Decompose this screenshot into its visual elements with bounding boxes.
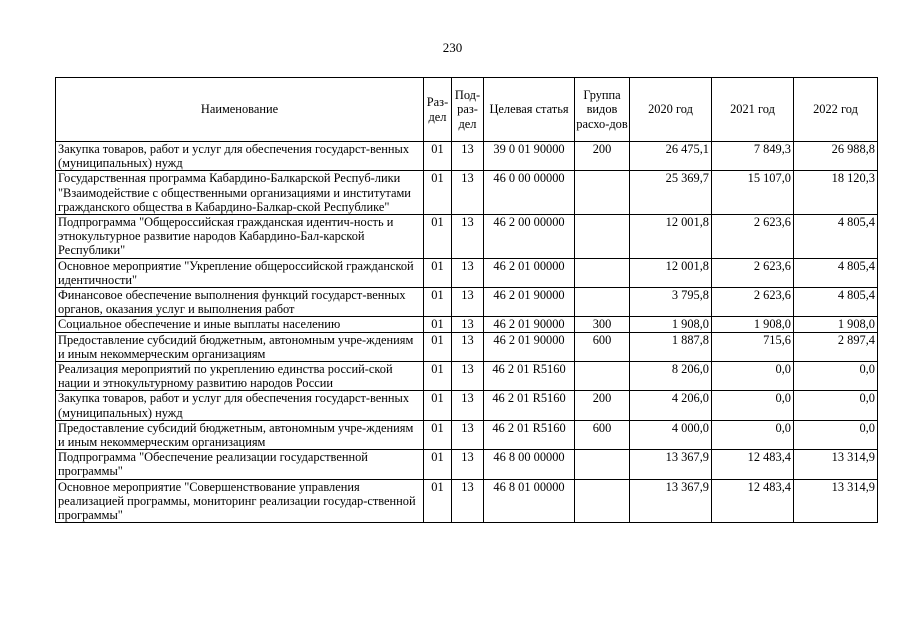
row-value-2021: 0,0 <box>712 391 794 420</box>
row-value-2020: 8 206,0 <box>630 362 712 391</box>
row-value-2022: 4 805,4 <box>794 258 878 287</box>
header-razdel: Раз-дел <box>424 78 452 142</box>
row-value-2022: 4 805,4 <box>794 288 878 317</box>
row-expense-group: 600 <box>575 420 630 449</box>
row-podrazdel: 13 <box>452 479 484 523</box>
row-value-2022: 13 314,9 <box>794 450 878 479</box>
row-value-2021: 2 623,6 <box>712 258 794 287</box>
row-value-2021: 2 623,6 <box>712 288 794 317</box>
row-value-2021: 7 849,3 <box>712 142 794 171</box>
table-row <box>56 171 878 215</box>
row-value-2020: 1 887,8 <box>630 332 712 361</box>
row-value-2022: 26 988,8 <box>794 142 878 171</box>
row-name: Государственная программа Кабардино-Балкарской Респуб-лики "Взаимодействие с общественными организациями и институтами гражданского общества в Кабардино-Балкар-ской Республике" <box>56 171 424 215</box>
row-podrazdel: 13 <box>452 258 484 287</box>
table-row <box>56 362 878 391</box>
row-razdel: 01 <box>424 258 452 287</box>
row-value-2021: 715,6 <box>712 332 794 361</box>
table-row <box>56 420 878 449</box>
row-value-2022: 18 120,3 <box>794 171 878 215</box>
row-value-2022: 0,0 <box>794 391 878 420</box>
row-expense-group <box>575 288 630 317</box>
row-name: Основное мероприятие "Совершенствование управления реализацией программы, мониторинг реализации государ-ственной программы" <box>56 479 424 523</box>
budget-table <box>55 77 878 523</box>
header-expense-group: Группа видов расхо-дов <box>575 78 630 142</box>
table-row <box>56 317 878 332</box>
header-2021: 2021 год <box>712 78 794 142</box>
row-podrazdel: 13 <box>452 362 484 391</box>
row-value-2020: 12 001,8 <box>630 215 712 259</box>
row-expense-group <box>575 258 630 287</box>
row-name: Подпрограмма "Общероссийская гражданская идентич-ность и этнокультурное развитие народов Кабардино-Бал-карской Республики" <box>56 215 424 259</box>
row-value-2021: 0,0 <box>712 362 794 391</box>
row-value-2020: 26 475,1 <box>630 142 712 171</box>
table-row <box>56 142 878 171</box>
row-razdel: 01 <box>424 317 452 332</box>
table-row <box>56 332 878 361</box>
header-target-article: Целевая статья <box>484 78 575 142</box>
row-podrazdel: 13 <box>452 288 484 317</box>
row-target-article: 46 8 00 00000 <box>484 450 575 479</box>
row-value-2021: 1 908,0 <box>712 317 794 332</box>
row-target-article: 46 2 01 00000 <box>484 258 575 287</box>
row-podrazdel: 13 <box>452 391 484 420</box>
row-target-article: 39 0 01 90000 <box>484 142 575 171</box>
row-name: Закупка товаров, работ и услуг для обеспечения государст-венных (муниципальных) нужд <box>56 391 424 420</box>
header-2020: 2020 год <box>630 78 712 142</box>
row-name: Социальное обеспечение и иные выплаты населению <box>56 317 424 332</box>
row-name: Предоставление субсидий бюджетным, автономным учре-ждениям и иным некоммерческим организациям <box>56 332 424 361</box>
row-podrazdel: 13 <box>452 332 484 361</box>
row-name: Закупка товаров, работ и услуг для обеспечения государст-венных (муниципальных) нужд <box>56 142 424 171</box>
row-value-2022: 0,0 <box>794 362 878 391</box>
row-podrazdel: 13 <box>452 420 484 449</box>
row-expense-group: 300 <box>575 317 630 332</box>
table-header-row <box>56 78 878 142</box>
row-name: Подпрограмма "Обеспечение реализации государственной программы" <box>56 450 424 479</box>
row-podrazdel: 13 <box>452 171 484 215</box>
row-value-2020: 4 206,0 <box>630 391 712 420</box>
row-razdel: 01 <box>424 362 452 391</box>
table-row <box>56 215 878 259</box>
row-name: Реализация мероприятий по укреплению единства россий-ской нации и этнокультурному развитию народов России <box>56 362 424 391</box>
row-expense-group <box>575 362 630 391</box>
table-row <box>56 450 878 479</box>
row-value-2020: 1 908,0 <box>630 317 712 332</box>
row-razdel: 01 <box>424 288 452 317</box>
row-expense-group <box>575 479 630 523</box>
row-value-2020: 13 367,9 <box>630 450 712 479</box>
row-value-2021: 15 107,0 <box>712 171 794 215</box>
row-razdel: 01 <box>424 142 452 171</box>
row-value-2021: 0,0 <box>712 420 794 449</box>
header-2022: 2022 год <box>794 78 878 142</box>
row-target-article: 46 2 01 90000 <box>484 288 575 317</box>
row-expense-group: 200 <box>575 391 630 420</box>
table-row <box>56 391 878 420</box>
row-razdel: 01 <box>424 479 452 523</box>
row-value-2022: 1 908,0 <box>794 317 878 332</box>
row-value-2022: 13 314,9 <box>794 479 878 523</box>
row-name: Основное мероприятие "Укрепление общероссийской гражданской идентичности" <box>56 258 424 287</box>
row-podrazdel: 13 <box>452 142 484 171</box>
row-value-2020: 12 001,8 <box>630 258 712 287</box>
row-razdel: 01 <box>424 391 452 420</box>
row-name: Предоставление субсидий бюджетным, автономным учре-ждениям и иным некоммерческим организациям <box>56 420 424 449</box>
row-target-article: 46 2 00 00000 <box>484 215 575 259</box>
table-row <box>56 258 878 287</box>
row-target-article: 46 8 01 00000 <box>484 479 575 523</box>
row-target-article: 46 2 01 90000 <box>484 317 575 332</box>
row-podrazdel: 13 <box>452 215 484 259</box>
header-name: Наименование <box>56 78 424 142</box>
row-target-article: 46 2 01 R5160 <box>484 391 575 420</box>
row-expense-group <box>575 450 630 479</box>
row-expense-group <box>575 215 630 259</box>
table-row <box>56 479 878 523</box>
row-target-article: 46 2 01 R5160 <box>484 420 575 449</box>
row-expense-group: 600 <box>575 332 630 361</box>
row-value-2020: 25 369,7 <box>630 171 712 215</box>
row-value-2021: 12 483,4 <box>712 450 794 479</box>
row-podrazdel: 13 <box>452 450 484 479</box>
row-expense-group: 200 <box>575 142 630 171</box>
page-number: 230 <box>442 40 463 55</box>
row-value-2022: 2 897,4 <box>794 332 878 361</box>
header-podrazdel: Под-раз-дел <box>452 78 484 142</box>
row-value-2020: 4 000,0 <box>630 420 712 449</box>
row-value-2022: 4 805,4 <box>794 215 878 259</box>
row-razdel: 01 <box>424 450 452 479</box>
row-expense-group <box>575 171 630 215</box>
row-name: Финансовое обеспечение выполнения функций государст-венных органов, оказания услуг и выполнения работ <box>56 288 424 317</box>
row-value-2020: 13 367,9 <box>630 479 712 523</box>
row-razdel: 01 <box>424 420 452 449</box>
row-razdel: 01 <box>424 171 452 215</box>
table-body <box>56 142 878 523</box>
row-target-article: 46 2 01 90000 <box>484 332 575 361</box>
row-podrazdel: 13 <box>452 317 484 332</box>
row-razdel: 01 <box>424 215 452 259</box>
row-target-article: 46 2 01 R5160 <box>484 362 575 391</box>
row-value-2020: 3 795,8 <box>630 288 712 317</box>
row-value-2021: 12 483,4 <box>712 479 794 523</box>
row-value-2021: 2 623,6 <box>712 215 794 259</box>
row-target-article: 46 0 00 00000 <box>484 171 575 215</box>
table-row <box>56 288 878 317</box>
row-razdel: 01 <box>424 332 452 361</box>
row-value-2022: 0,0 <box>794 420 878 449</box>
